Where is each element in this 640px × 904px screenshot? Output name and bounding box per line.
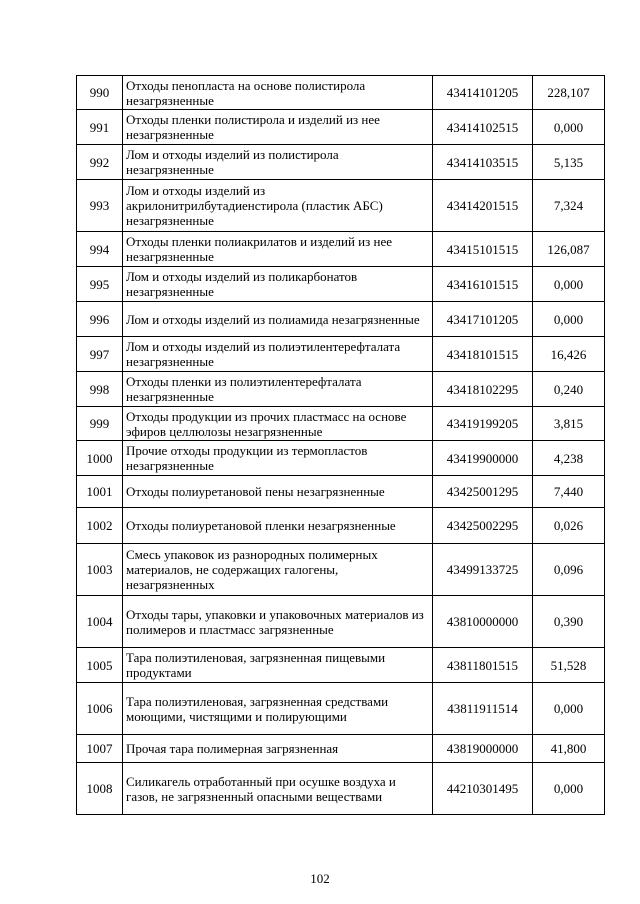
waste-value-cell: 0,000: [533, 110, 605, 145]
row-number-cell: 999: [77, 407, 123, 441]
row-number-cell: 997: [77, 337, 123, 372]
waste-code-cell: 43414101205: [433, 76, 533, 110]
waste-code-cell: 43425002295: [433, 508, 533, 544]
waste-name-cell: Отходы тары, упаковки и упаковочных материалов из полимеров и пластмасс загрязненные: [123, 596, 433, 648]
waste-code-cell: 43419900000: [433, 441, 533, 476]
waste-code-cell: 43419199205: [433, 407, 533, 441]
waste-code-cell: 44210301495: [433, 763, 533, 815]
waste-code-cell: 43811801515: [433, 648, 533, 683]
row-number-cell: 1008: [77, 763, 123, 815]
table-row: [77, 763, 605, 815]
table-row: [77, 372, 605, 407]
row-number-cell: 1007: [77, 735, 123, 763]
row-number-cell: 1003: [77, 544, 123, 596]
waste-value-cell: 16,426: [533, 337, 605, 372]
waste-name-cell: Отходы продукции из прочих пластмасс на основе эфиров целлюлозы незагрязненные: [123, 407, 433, 441]
waste-code-cell: 43415101515: [433, 232, 533, 267]
table-row: [77, 683, 605, 735]
row-number-cell: 992: [77, 145, 123, 180]
waste-name-cell: Отходы полиуретановой пленки незагрязненные: [123, 508, 433, 544]
waste-name-cell: Смесь упаковок из разнородных полимерных материалов, не содержащих галогены, незагрязненных: [123, 544, 433, 596]
waste-code-cell: 43414102515: [433, 110, 533, 145]
waste-value-cell: 0,000: [533, 763, 605, 815]
row-number-cell: 1006: [77, 683, 123, 735]
waste-name-cell: Лом и отходы изделий из акрилонитрилбутадиенстирола (пластик АБС) незагрязненные: [123, 180, 433, 232]
row-number-cell: 990: [77, 76, 123, 110]
row-number-cell: 1004: [77, 596, 123, 648]
waste-value-cell: 51,528: [533, 648, 605, 683]
waste-value-cell: 0,026: [533, 508, 605, 544]
row-number-cell: 1001: [77, 476, 123, 508]
row-number-cell: 1002: [77, 508, 123, 544]
waste-name-cell: Отходы пленки полистирола и изделий из нее незагрязненные: [123, 110, 433, 145]
table-row: [77, 145, 605, 180]
waste-name-cell: Лом и отходы изделий из полистирола незагрязненные: [123, 145, 433, 180]
row-number-cell: 1000: [77, 441, 123, 476]
waste-value-cell: 0,000: [533, 267, 605, 302]
waste-code-cell: 43819000000: [433, 735, 533, 763]
table-row: [77, 648, 605, 683]
waste-name-cell: Лом и отходы изделий из полиамида незагрязненные: [123, 302, 433, 337]
waste-name-cell: Отходы пленки из полиэтилентерефталата незагрязненные: [123, 372, 433, 407]
table-row: [77, 596, 605, 648]
table-row: [77, 267, 605, 302]
table-row: [77, 544, 605, 596]
waste-code-cell: 43414103515: [433, 145, 533, 180]
waste-code-cell: 43425001295: [433, 476, 533, 508]
row-number-cell: 996: [77, 302, 123, 337]
table-row: [77, 407, 605, 441]
waste-name-cell: Прочая тара полимерная загрязненная: [123, 735, 433, 763]
row-number-cell: 995: [77, 267, 123, 302]
waste-name-cell: Тара полиэтиленовая, загрязненная пищевыми продуктами: [123, 648, 433, 683]
waste-value-cell: 0,000: [533, 683, 605, 735]
table-row: [77, 735, 605, 763]
waste-value-cell: 126,087: [533, 232, 605, 267]
waste-code-cell: 43414201515: [433, 180, 533, 232]
table-row: [77, 180, 605, 232]
table-row: [77, 337, 605, 372]
waste-name-cell: Тара полиэтиленовая, загрязненная средствами моющими, чистящими и полирующими: [123, 683, 433, 735]
row-number-cell: 991: [77, 110, 123, 145]
waste-code-cell: 43811911514: [433, 683, 533, 735]
waste-value-cell: 41,800: [533, 735, 605, 763]
waste-name-cell: Лом и отходы изделий из полиэтилентерефталата незагрязненные: [123, 337, 433, 372]
row-number-cell: 998: [77, 372, 123, 407]
table-row: [77, 476, 605, 508]
row-number-cell: 994: [77, 232, 123, 267]
waste-name-cell: Лом и отходы изделий из поликарбонатов незагрязненные: [123, 267, 433, 302]
waste-table: [76, 75, 605, 815]
waste-code-cell: 43810000000: [433, 596, 533, 648]
waste-name-cell: Отходы пенопласта на основе полистирола незагрязненные: [123, 76, 433, 110]
table-row: [77, 508, 605, 544]
waste-name-cell: Прочие отходы продукции из термопластов незагрязненные: [123, 441, 433, 476]
waste-value-cell: 0,240: [533, 372, 605, 407]
waste-value-cell: 7,440: [533, 476, 605, 508]
table-row: [77, 110, 605, 145]
waste-value-cell: 0,390: [533, 596, 605, 648]
waste-value-cell: 0,096: [533, 544, 605, 596]
waste-value-cell: 7,324: [533, 180, 605, 232]
row-number-cell: 993: [77, 180, 123, 232]
table-row: [77, 441, 605, 476]
waste-value-cell: 0,000: [533, 302, 605, 337]
table-row: [77, 232, 605, 267]
table-row: [77, 76, 605, 110]
waste-code-cell: 43417101205: [433, 302, 533, 337]
waste-name-cell: Отходы полиуретановой пены незагрязненные: [123, 476, 433, 508]
waste-code-cell: 43499133725: [433, 544, 533, 596]
waste-value-cell: 5,135: [533, 145, 605, 180]
page-number: 102: [310, 871, 330, 886]
waste-name-cell: Силикагель отработанный при осушке воздуха и газов, не загрязненный опасными веществами: [123, 763, 433, 815]
waste-name-cell: Отходы пленки полиакрилатов и изделий из нее незагрязненные: [123, 232, 433, 267]
waste-code-cell: 43418101515: [433, 337, 533, 372]
waste-value-cell: 4,238: [533, 441, 605, 476]
row-number-cell: 1005: [77, 648, 123, 683]
waste-value-cell: 3,815: [533, 407, 605, 441]
waste-table-body: [77, 76, 605, 815]
table-row: [77, 302, 605, 337]
waste-code-cell: 43418102295: [433, 372, 533, 407]
waste-code-cell: 43416101515: [433, 267, 533, 302]
waste-value-cell: 228,107: [533, 76, 605, 110]
